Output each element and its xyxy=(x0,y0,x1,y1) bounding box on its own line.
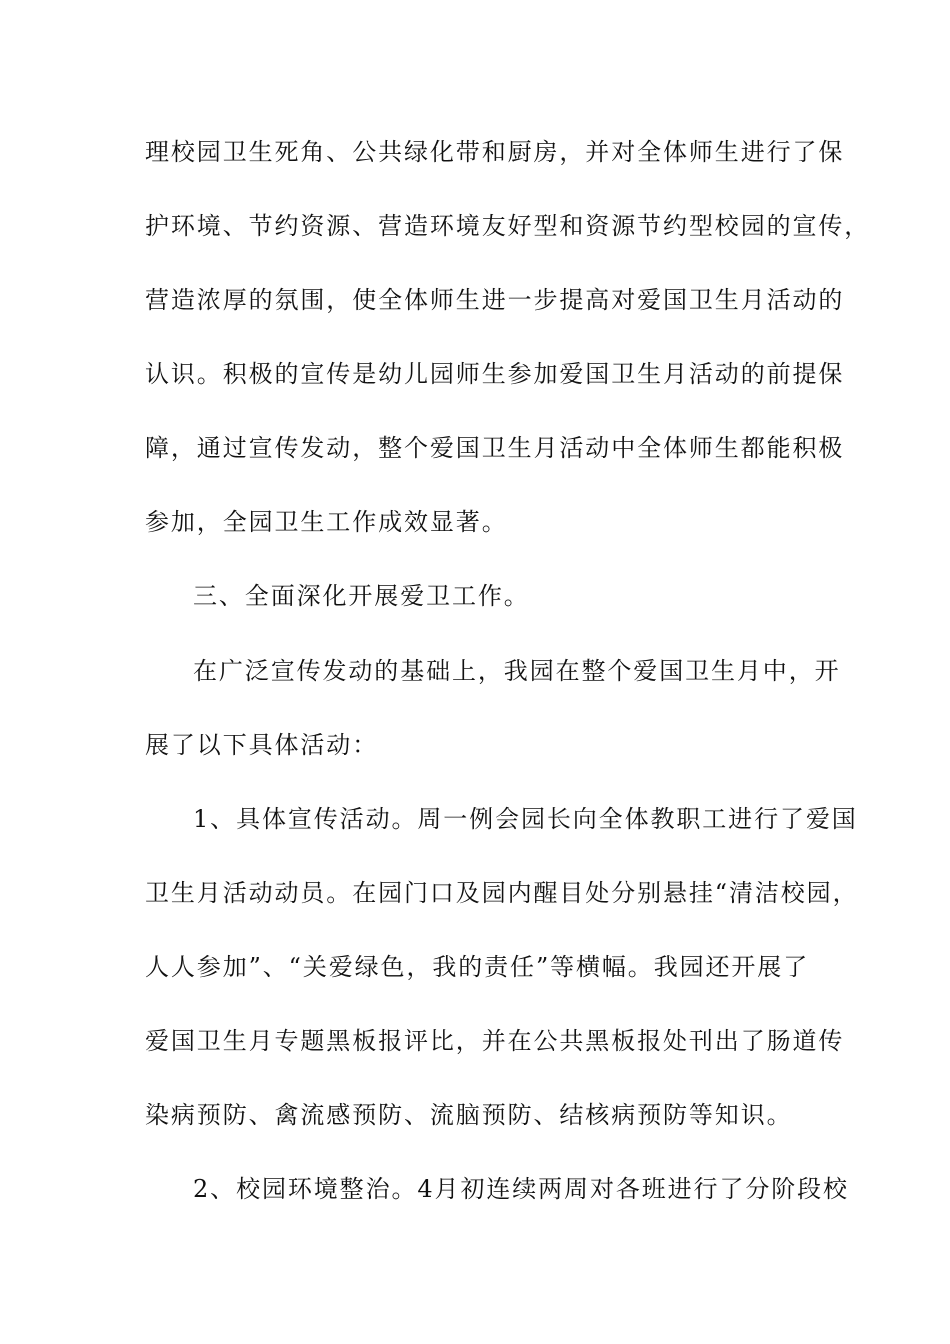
paragraph-line: 护环境、节约资源、营造环境友好型和资源节约型校园的宣传， xyxy=(145,212,871,240)
paragraph-line: 认识。积极的宣传是幼儿园师生参加爱国卫生月活动的前提保 xyxy=(145,360,845,388)
paragraph-line: 障，通过宣传发动，整个爱国卫生月活动中全体师生都能积极 xyxy=(145,434,845,462)
list-item-line: 染病预防、禽流感预防、流脑预防、结核病预防等知识。 xyxy=(145,1101,793,1129)
list-item-line: 1、具体宣传活动。周一例会园长向全体教职工进行了爱国 xyxy=(193,805,858,833)
paragraph-line: 营造浓厚的氛围，使全体师生进一步提高对爱国卫生月活动的 xyxy=(145,286,845,314)
list-item-line: 卫生月活动动员。在园门口及园内醒目处分别悬挂“清洁校园， xyxy=(145,879,859,907)
section-heading: 三、全面深化开展爱卫工作。 xyxy=(193,582,530,610)
list-item-line: 2、校园环境整治。4月初连续两周对各班进行了分阶段校 xyxy=(193,1175,849,1203)
paragraph-line: 在广泛宣传发动的基础上，我园在整个爱国卫生月中，开 xyxy=(193,657,841,685)
paragraph-line: 展了以下具体活动： xyxy=(145,731,379,759)
list-item-line: 爱国卫生月专题黑板报评比，并在公共黑板报处刊出了肠道传 xyxy=(145,1027,845,1055)
list-item-line: 人人参加”、“关爱绿色，我的责任”等横幅。我园还开展了 xyxy=(145,953,810,981)
paragraph-line: 理校园卫生死角、公共绿化带和厨房，并对全体师生进行了保 xyxy=(145,138,845,166)
paragraph-line: 参加，全园卫生工作成效显著。 xyxy=(145,508,508,536)
